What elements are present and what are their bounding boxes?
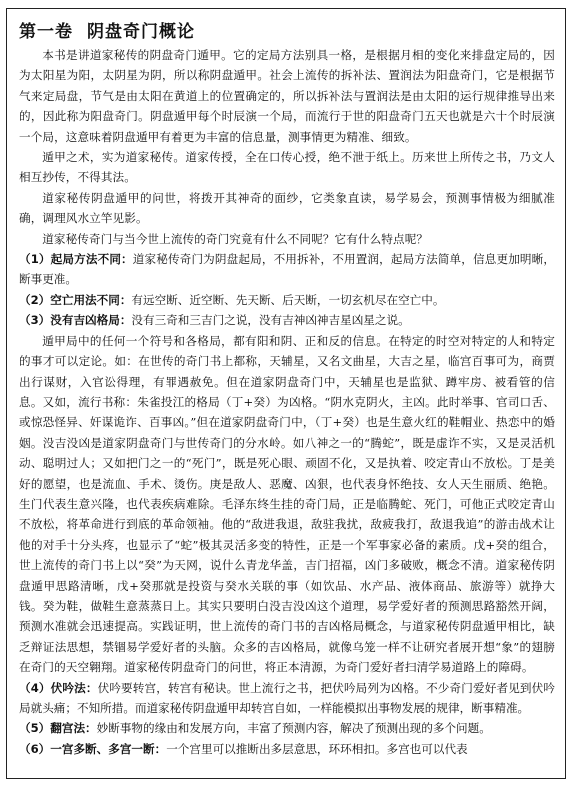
item-heading: （6）一宫多断、多宫一断：: [19, 741, 167, 756]
chapter-title: [19, 21, 555, 43]
item-text: 妙断事物的缘由和发展方向，丰富了预测内容，解决了预测出现的多个问题。: [96, 721, 491, 736]
list-item: [19, 739, 555, 759]
document-page: [6, 8, 566, 779]
paragraph-no-auspicious: 遁甲局中的任何一个符号和各格局，都有阳和阴、正和反的信息。在特定的时空对特定的人和特定的事才可以定论。如：在世传的奇门书上都称，天辅星，又名文曲星，大吉之星，临宫百事可为，商贾出行谋财，入官讼得理，有罪遇赦免。但在道家阴盘奇门中，天辅星也是监狱、蹲牢房、被看管的信息。又如，流行书称：朱雀投江的格局（丁+癸）为凶格。“阴水克阴火，主凶。此时举事、官司口舌、或惊恐怪异、奸谋诡诈、百事凶。”但在道家阴盘奇门中，（丁+癸）也是生意火红的鞋帽业、热恋中的婚姻。没吉没凶是道家阴盘奇门与世传奇门的分水岭。如八神之一的“腾蛇”，既是虚诈不实，又是灵活机动、聪明过人；又如把门之一的“死门”，既是死心眼、顽固不化，又是执着、咬定青山不放松。丁是美好的愿望，也是流血、手术、烫伤。庚是敌人、恶魔、凶狠，也代表身怀绝技、女人天生丽质、绝艳。生门代表生意兴隆，也代表疾病难除。毛泽东终生挂的奇门局，正是临腾蛇、死门，可他正式咬定青山不放松，将革命进行到底的革命领袖。他的“敌进我退，敌驻我扰，敌疲我打，敌退我追”的游击战术让他的对手十分头疼，也显示了“蛇”极其灵活多变的特性，正是一个军事家必备的素质。戊+癸的组合，世上流传的奇门书上以“癸”为天网，说什么青龙华盖，吉门招福，凶门多破败，概念不清。道家秘传阴盘遁甲思路清晰，戊+癸那就是投资与癸水关联的事（如饮品、水产品、液体商品、旅游等）就挣大钱。癸为鞋，做鞋生意蒸蒸日上。其实只要明白没吉没凶这个道理，易学爱好者的预测思路豁然开阔，预测水准就会迅速提高。实践证明，世上流传的奇门书的吉凶格局概念，与道家秘传阴盘遁甲相比，缺乏辩证法思想，禁锢易学爱好者的头脑。众多的吉凶格局，就像乌笼一样不让研究者展开想“象”的翅膀在奇门的天空翱翔。道家秘传阴盘奇门的问世，将正本清源，为奇门爱好者扫清学易道路上的障碍。: [19, 333, 555, 675]
item-text: 一个宫里可以推断出多层意思，环环相扣。多宫也可以代表: [166, 741, 468, 756]
item-text: 道家秘传奇门为阴盘起局，不用拆补，不用置润，起局方法简单，信息更加明晰，断事更准。: [19, 252, 555, 287]
item-text: 伏吟要转宫，转宫有秘诀。世上流行之书，把伏吟局列为凶格。不少奇门爱好者见到伏吟局就头痛；不知所措。而道家秘传阴盘遁甲却转宫自如，一样能模拟出事物发展的规律，断事精准。: [19, 680, 555, 715]
item-heading: （1）起局方法不同：: [19, 252, 133, 267]
item-text: 没有三奇和三吉门之说，没有吉神凶神吉星凶星之说。: [131, 313, 410, 328]
list-item: [19, 678, 555, 719]
intro-paragraph: 本书是讲道家秘传的阴盘奇门遁甲。它的定局方法别具一格，是根据月相的变化来排盘定局的，因为太阳星为阳，太阴星为阴，所以称阴盘遁甲。社会上流传的拆补法、置润法为阳盘奇门，它是根据节气来定局盘，节气是由太阳在黄道上的位置确定的，所以拆补法与置润法是由太阳的运行规律推导出来的，因此称为阳盘奇门。阴盘遁甲每个时辰演一个局，而流行于世的阳盘奇门五天也就是六十个时辰演一个局，这意味着阴盘遁甲有着更为丰富的信息量，测事情更为精准、细致。: [19, 48, 555, 144]
item-text: 有远空断、近空断、先天断、后天断，一切玄机尽在空亡中。: [131, 292, 445, 307]
list-item: [19, 718, 555, 738]
item-heading: （3）没有吉凶格局：: [19, 313, 132, 328]
list-item: [19, 249, 555, 290]
volume-label: 第一卷: [19, 22, 73, 42]
chapter-name: 阴盘奇门概论: [87, 22, 195, 42]
list-item: [19, 310, 555, 330]
paragraph-question: 道家秘传奇门与当今世上流传的奇门究竟有什么不同呢？它有什么特点呢？: [42, 231, 429, 246]
list-item: [19, 290, 555, 310]
item-heading: （2）空亡用法不同：: [19, 292, 132, 307]
paragraph-secret-transmission: 遁甲之术，实为道家秘传。道家传授，全在口传心授，绝不泄于纸上。历来世上所传之书，乃文人相互抄传，不得其法。: [19, 150, 555, 185]
item-heading: （5）翻宫法：: [19, 721, 97, 736]
item-heading: （4）伏吟法：: [19, 680, 98, 695]
paragraph-advent: 道家秘传阴盘遁甲的问世，将拨开其神奇的面纱，它类象直读，易学易会，预测事情极为细腻准确，调理风水立竿见影。: [19, 190, 555, 226]
